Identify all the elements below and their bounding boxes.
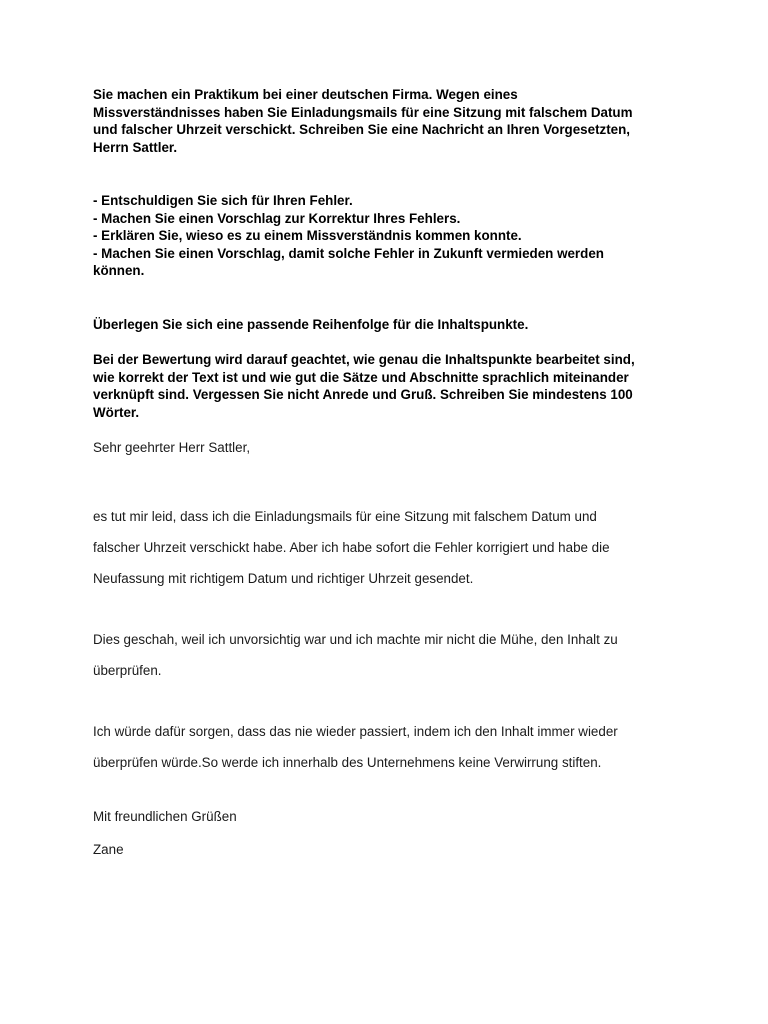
letter-salutation: Sehr geehrter Herr Sattler, [93, 440, 251, 455]
task-point: - Machen Sie einen Vorschlag zur Korrektur Ihres Fehlers. [93, 210, 461, 226]
letter-signature: Zane [93, 842, 124, 857]
task-point: - Entschuldigen Sie sich für Ihren Fehler. [93, 193, 353, 208]
task-point: - Erklären Sie, wieso es zu einem Missverständnis kommen konnte. [93, 228, 522, 244]
task-intro-line: Sie machen ein Praktikum bei einer deutschen Firma. Wegen eines [93, 87, 518, 102]
letter-paragraph-2 [93, 624, 693, 686]
task-evaluation-line: wie korrekt der Text ist und wie gut die Sätze und Abschnitte sprachlich miteinander [93, 369, 629, 385]
task-point: können. [93, 263, 145, 279]
task-order-note: Überlegen Sie sich eine passende Reihenfolge für die Inhaltspunkte. [93, 317, 529, 332]
letter-closing: Mit freundlichen Grüßen [93, 809, 237, 824]
letter-paragraph-3 [93, 716, 693, 778]
task-points-list [93, 192, 673, 280]
task-intro-line: und falscher Uhrzeit verschickt. Schreiben Sie eine Nachricht an Ihren Vorgesetzten, [93, 122, 631, 138]
task-intro-line: Herrn Sattler. [93, 139, 178, 155]
task-intro-line: Missverständnisses haben Sie Einladungsmails für eine Sitzung mit falschem Datum [93, 104, 633, 120]
letter-paragraph-1 [93, 501, 693, 594]
letter-line: Neufassung mit richtigem Datum und richtiger Uhrzeit gesendet. [93, 571, 474, 586]
letter-line: Dies geschah, weil ich unvorsichtig war und ich machte mir nicht die Mühe, den Inhalt zu [93, 632, 618, 647]
letter-line: überprüfen würde.So werde ich innerhalb des Unternehmens keine Verwirrung stiften. [93, 755, 602, 770]
task-evaluation-line: verknüpft sind. Vergessen Sie nicht Anrede und Gruß. Schreiben Sie mindestens 100 [93, 387, 633, 403]
letter-line: falscher Uhrzeit verschickt habe. Aber ich habe sofort die Fehler korrigiert und habe die [93, 540, 610, 555]
letter-line: überprüfen. [93, 663, 162, 678]
letter-line: es tut mir leid, dass ich die Einladungsmails für eine Sitzung mit falschem Datum und [93, 509, 597, 524]
task-intro [93, 86, 673, 156]
task-point: - Machen Sie einen Vorschlag, damit solche Fehler in Zukunft vermieden werden [93, 245, 604, 261]
task-evaluation-line: Bei der Bewertung wird darauf geachtet, wie genau die Inhaltspunkte bearbeitet sind, [93, 352, 635, 367]
task-evaluation-line: Wörter. [93, 404, 140, 420]
task-evaluation [93, 351, 673, 421]
letter-line: Ich würde dafür sorgen, dass das nie wieder passiert, indem ich den Inhalt immer wieder [93, 724, 618, 739]
